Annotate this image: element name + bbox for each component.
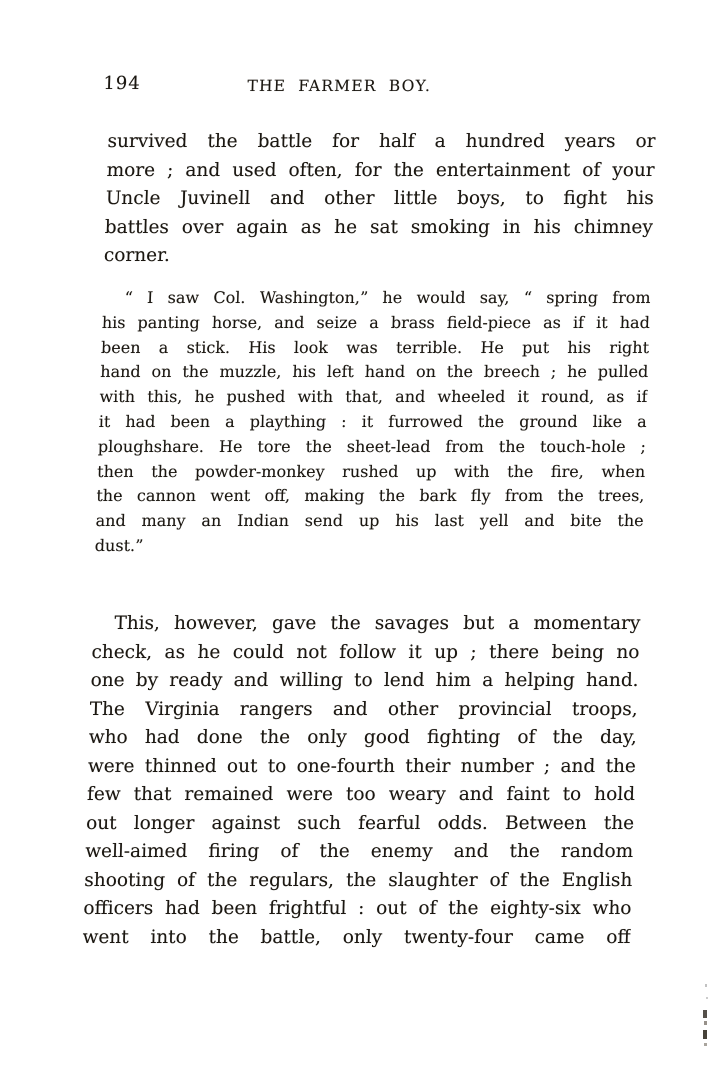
paragraph-closing	[82, 610, 641, 952]
text-line: one by ready and willing to lend him a helping hand.	[90, 670, 639, 691]
text-line: The Virginia rangers and other provincial troops,	[89, 698, 639, 720]
text-line: it had been a plaything : it furrowed the ground like a	[98, 411, 648, 431]
text-line: Uncle Juvinell and other little boys, to fight his	[105, 188, 655, 209]
running-title: THE FARMER BOY.	[247, 77, 432, 95]
paragraph-quotation	[94, 286, 651, 559]
text-line: the cannon went off, making the bark fly from the trees,	[96, 486, 645, 506]
page-number: 194	[103, 73, 142, 94]
text-line: were thinned out to one-fourth their number ; and the	[87, 755, 637, 777]
text-line: been a stick. His look was terrible. He put his right	[100, 337, 650, 357]
scan-artifact	[704, 1043, 707, 1046]
text-line: check, as he could not follow it up ; there being no	[91, 641, 640, 663]
text-line: out longer against such fearful odds. Between the	[85, 812, 635, 834]
page-header	[103, 72, 658, 98]
text-line: well-aimed firing of the enemy and the random	[84, 841, 634, 862]
text-line: dust.”	[94, 535, 144, 555]
scan-artifact	[704, 1021, 707, 1025]
text-line: his panting horse, and seize a brass field-piece as if it had	[101, 312, 651, 332]
scan-artifact	[703, 1010, 707, 1018]
text-line: This, however, gave the savages but a momentary	[114, 613, 641, 634]
text-line: ploughshare. He tore the sheet-lead from the touch-hole ;	[97, 436, 647, 456]
text-line: corner.	[103, 245, 171, 266]
scan-artifact	[705, 984, 707, 987]
text-line: then the powder-monkey rushed up with the fire, when	[96, 461, 646, 481]
text-line: who had done the only good fighting of the day,	[88, 727, 638, 748]
text-line: “ I saw Col. Washington,” he would say, “ spring from	[124, 288, 651, 307]
text-line: survived the battle for half a hundred years or	[107, 131, 656, 152]
text-line: more ; and used often, for the entertainment of your	[106, 159, 655, 181]
text-line: officers had been frightful : out of the eighty-six who	[83, 898, 632, 919]
text-line: and many an Indian send up his last yell and bite the	[95, 511, 644, 531]
text-line: few that remained were too weary and faint to hold	[86, 784, 636, 805]
text-line: shooting of the regulars, the slaughter of the English	[84, 869, 633, 891]
text-line: hand on the muzzle, his left hand on the breech ; he pulled	[100, 362, 649, 382]
text-line: with this, he pushed with that, and wheeled it round, as if	[99, 387, 648, 407]
scan-artifact	[706, 997, 708, 999]
page-content	[78, 0, 660, 1080]
scan-artifact	[703, 1030, 707, 1039]
text-line: battles over again as he sat smoking in his chimney	[104, 216, 654, 238]
text-line: went into the battle, only twenty-four came off	[82, 926, 631, 948]
paragraph-opening	[103, 128, 655, 271]
